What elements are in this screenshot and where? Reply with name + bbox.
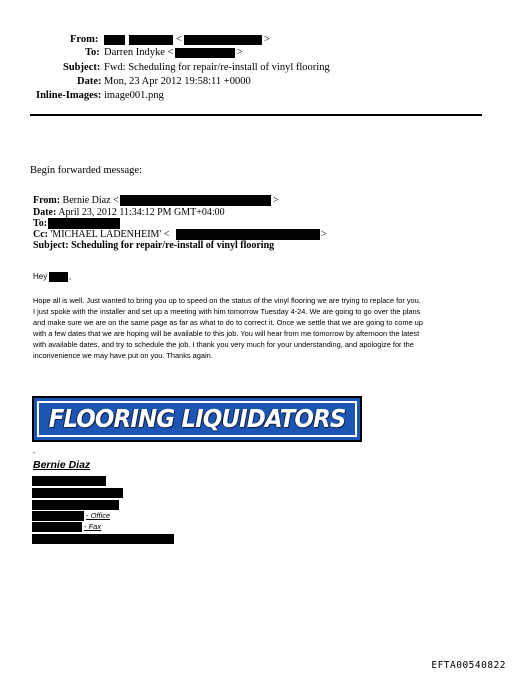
redaction-block xyxy=(32,511,84,521)
inner-from-row xyxy=(33,195,119,206)
inner-cc-row xyxy=(33,229,169,240)
inner-subject-value: Scheduling for repair/re-install of vinyl flooring xyxy=(71,240,275,251)
redaction-block xyxy=(32,534,174,544)
greeting-comma: , xyxy=(69,272,72,281)
body-line: with available dates, and try to schedule the job. I thank you very much for your understanding, and apologize for the xyxy=(33,340,414,349)
redaction-block xyxy=(48,218,120,229)
outer-from-lt: < xyxy=(176,34,182,45)
redaction-block xyxy=(32,522,82,532)
outer-from-label: From: xyxy=(70,34,99,45)
body-line: inconvenience we may have put on you. Thanks again. xyxy=(33,351,213,360)
signature-name: Bernie Diaz xyxy=(33,459,91,471)
body-line: with a few dates that we are hoping will be available to this job. You will hear from me tomorrow by afternoon the latest xyxy=(33,329,420,338)
inner-date-value: April 23, 2012 11:34:12 PM GMT+04:00 xyxy=(58,207,225,218)
body-line: I just spoke with the installer and set up a meeting with him tomorrow Tuesday 4-24. We are going to go over the plans xyxy=(33,307,421,316)
inner-from-label: From: xyxy=(33,195,61,206)
outer-inline-images-value: image001.png xyxy=(104,90,164,101)
outer-subject-label: Subject: xyxy=(63,62,101,73)
outer-date-label: Date: xyxy=(77,76,102,87)
outer-subject-value: Fwd: Scheduling for repair/re-install of vinyl flooring xyxy=(104,62,330,73)
redaction-block xyxy=(175,48,235,58)
outer-inline-images-label: Inline-Images: xyxy=(36,90,102,101)
forward-note: Begin forwarded message: xyxy=(30,165,142,176)
outer-to-label: To: xyxy=(85,47,100,58)
redaction-block xyxy=(176,229,320,240)
header-divider xyxy=(30,114,482,116)
outer-from-gt: > xyxy=(264,34,270,45)
signature-dash: - xyxy=(33,450,36,457)
inner-subject-row xyxy=(33,240,274,251)
greeting-word: Hey xyxy=(33,272,48,281)
redaction-block xyxy=(32,488,123,498)
redaction-block xyxy=(104,35,125,45)
body-line: Hope all is well. Just wanted to bring you up to speed on the status of the vinyl flooring we are trying to replace for you. xyxy=(33,296,421,305)
document-id: EFTA00540822 xyxy=(431,660,506,671)
inner-date-row xyxy=(33,207,225,218)
redaction-block xyxy=(184,35,262,45)
message-body xyxy=(33,295,481,361)
flooring-liquidators-logo xyxy=(32,396,362,442)
inner-cc-gt: > xyxy=(321,229,327,240)
signature-fax-label: - Fax xyxy=(84,522,102,531)
redaction-block xyxy=(32,500,119,510)
signature-office-label: - Office xyxy=(86,511,111,520)
inner-cc-label: Cc: xyxy=(33,229,48,240)
inner-cc-value: 'MICHAEL LADENHEIM' < xyxy=(50,229,170,240)
inner-to-label: To: xyxy=(33,218,48,229)
body-line: and make sure we are on the same page as far as what to do to correct it. Once we settle that we are going to come up xyxy=(33,318,423,327)
outer-to-gt: > xyxy=(237,47,243,58)
redaction-block xyxy=(120,195,271,206)
inner-date-label: Date: xyxy=(33,207,57,218)
outer-to-value: Darren Indyke < xyxy=(104,47,174,58)
inner-from-value: Bernie Diaz < xyxy=(62,195,119,206)
inner-to-row xyxy=(33,218,47,229)
inner-from-gt: > xyxy=(273,195,279,206)
logo-text: FLOORING LIQUIDATORS xyxy=(48,404,346,433)
redaction-block xyxy=(32,476,106,486)
outer-date-value: Mon, 23 Apr 2012 19:58:11 +0000 xyxy=(104,76,251,87)
redaction-block xyxy=(129,35,173,45)
inner-subject-label: Subject: xyxy=(33,240,69,251)
greeting xyxy=(33,272,47,281)
redaction-block xyxy=(49,272,68,282)
